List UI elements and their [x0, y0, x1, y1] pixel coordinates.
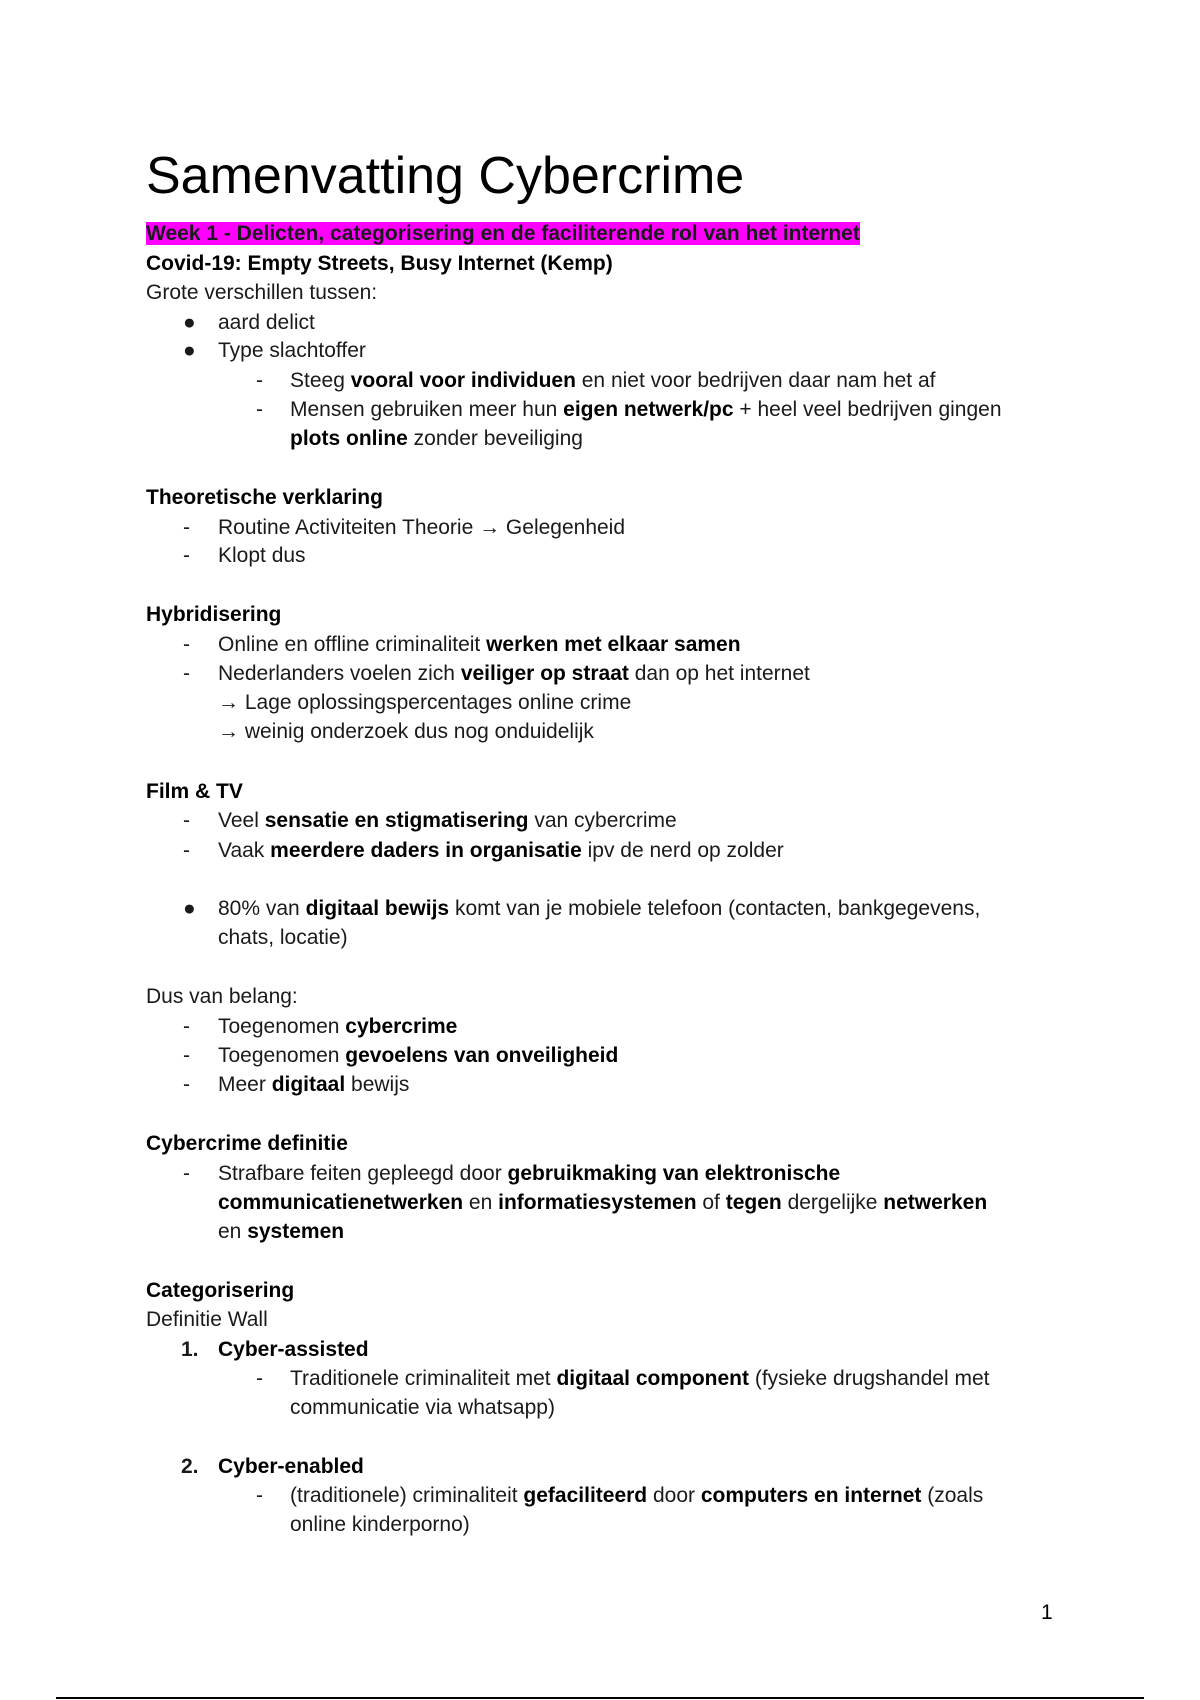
covid-bullet-2: Type slachtoffer [218, 339, 366, 362]
week-highlight: Week 1 - Delicten, categorisering en de faciliterende rol van het internet [146, 222, 860, 245]
hybrid-item-2: Nederlanders voelen zich veiliger op straat dan op het internet [218, 662, 810, 685]
covid-heading: Covid-19: Empty Streets, Busy Internet (Kemp) [146, 252, 613, 275]
dash-marker: - [183, 1044, 190, 1067]
definitie-line-3: en systemen [218, 1220, 345, 1243]
dash-marker: - [183, 839, 190, 862]
dash-marker: - [183, 1073, 190, 1096]
dash-marker: - [183, 1162, 190, 1185]
hybrid-heading: Hybridisering [146, 603, 282, 626]
definitie-heading: Cybercrime definitie [146, 1132, 348, 1155]
dash-marker: - [256, 369, 263, 392]
cyber-enabled-line-1: (traditionele) criminaliteit gefaciliteerd door computers en internet (zoals [290, 1484, 984, 1507]
belang-item-1: Toegenomen cybercrime [218, 1015, 458, 1038]
page-bottom-rule [56, 1697, 1144, 1699]
covid-bullet-1: aard delict [218, 311, 315, 334]
categorisering-intro: Definitie Wall [146, 1308, 268, 1331]
cyber-assisted-title: Cyber-assisted [218, 1338, 369, 1361]
categorisering-heading: Categorisering [146, 1279, 295, 1302]
hybrid-item-1: Online en offline criminaliteit werken met elkaar samen [218, 633, 741, 656]
film-item-2: Vaak meerdere daders in organisatie ipv de nerd op zolder [218, 839, 784, 862]
document-title: Samenvatting Cybercrime [146, 147, 745, 205]
bullet-marker: ● [183, 897, 196, 920]
dash-marker: - [183, 544, 190, 567]
list-number: 1. [181, 1338, 199, 1361]
covid-sub-2-line-1: Mensen gebruiken meer hun eigen netwerk/pc + heel veel bedrijven gingen [290, 398, 1002, 421]
film-bullet-line-2: chats, locatie) [218, 926, 348, 949]
page-number: 1 [1041, 1601, 1053, 1624]
week-heading [146, 219, 860, 248]
dash-marker: - [183, 809, 190, 832]
bullet-marker: ● [183, 311, 196, 334]
definitie-line-1: Strafbare feiten gepleegd door gebruikmaking van elektronische [218, 1162, 841, 1185]
theorie-item-1: Routine Activiteiten Theorie → Gelegenheid [218, 516, 626, 539]
bullet-marker: ● [183, 339, 196, 362]
covid-intro: Grote verschillen tussen: [146, 281, 378, 304]
hybrid-arrow-2: → weinig onderzoek dus nog onduidelijk [218, 720, 594, 743]
cyber-assisted-line-2: communicatie via whatsapp) [290, 1396, 555, 1419]
covid-sub-2-line-2: plots online zonder beveiliging [290, 427, 583, 450]
dash-marker: - [183, 516, 190, 539]
dash-marker: - [183, 633, 190, 656]
dash-marker: - [256, 1367, 263, 1390]
theorie-heading: Theoretische verklaring [146, 486, 383, 509]
cyber-enabled-line-2: online kinderporno) [290, 1513, 470, 1536]
hybrid-arrow-1: → Lage oplossingspercentages online crime [218, 691, 632, 714]
belang-item-2: Toegenomen gevoelens van onveiligheid [218, 1044, 619, 1067]
dash-marker: - [256, 1484, 263, 1507]
list-number: 2. [181, 1455, 199, 1478]
dash-marker: - [183, 662, 190, 685]
dash-marker: - [256, 398, 263, 421]
covid-sub-1: Steeg vooral voor individuen en niet voor bedrijven daar nam het af [290, 369, 936, 392]
film-item-1: Veel sensatie en stigmatisering van cybercrime [218, 809, 677, 832]
belang-intro: Dus van belang: [146, 985, 298, 1008]
belang-item-3: Meer digitaal bewijs [218, 1073, 410, 1096]
cyber-assisted-line-1: Traditionele criminaliteit met digitaal component (fysieke drugshandel met [290, 1367, 990, 1390]
cyber-enabled-title: Cyber-enabled [218, 1455, 364, 1478]
film-bullet-line-1: 80% van digitaal bewijs komt van je mobiele telefoon (contacten, bankgegevens, [218, 897, 981, 920]
film-heading: Film & TV [146, 780, 243, 803]
theorie-item-2: Klopt dus [218, 544, 306, 567]
definitie-line-2: communicatienetwerken en informatiesystemen of tegen dergelijke netwerken [218, 1191, 988, 1214]
dash-marker: - [183, 1015, 190, 1038]
